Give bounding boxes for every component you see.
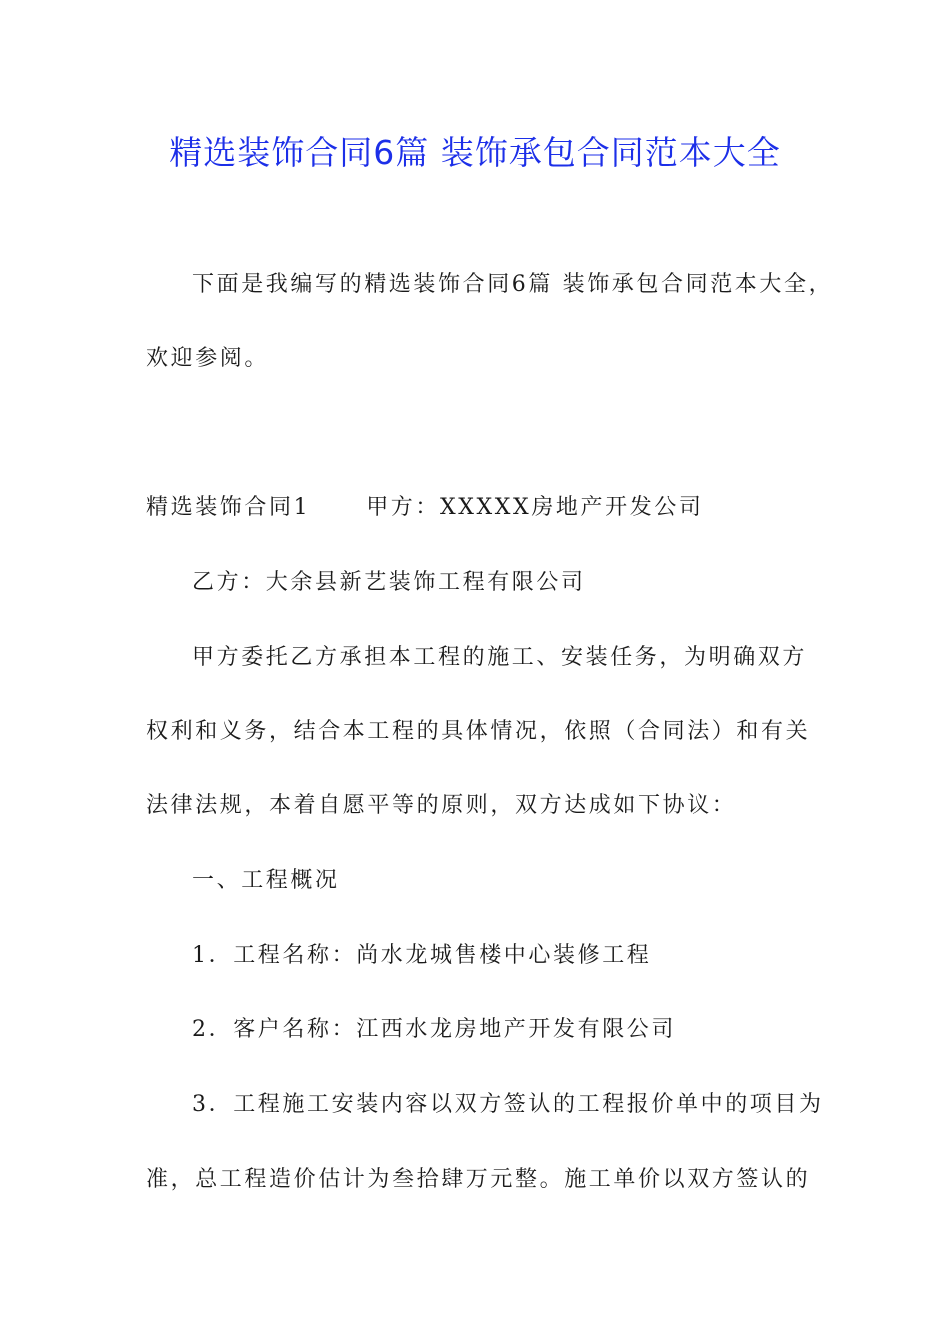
preamble-line-1: 甲方委托乙方承担本工程的施工、安装任务，为明确双方 <box>192 645 808 670</box>
preamble-line-3: 法律法规，本着自愿平等的原则，双方达成如下协议： <box>146 793 737 818</box>
item-2: 2．客户名称：江西水龙房地产开发有限公司 <box>192 1017 676 1042</box>
party-a: 甲方：XXXXX房地产开发公司 <box>366 495 704 520</box>
preamble-line-2: 权利和义务，结合本工程的具体情况，依照（合同法）和有关 <box>146 719 811 744</box>
intro-line-2: 欢迎参阅。 <box>146 346 270 371</box>
intro-line-1: 下面是我编写的精选装饰合同6篇 装饰承包合同范本大全， <box>192 272 834 297</box>
section-heading-line <box>146 490 704 526</box>
document-title: 精选装饰合同6篇 装饰承包合同范本大全 <box>169 133 781 172</box>
party-b: 乙方：大余县新艺装饰工程有限公司 <box>192 570 586 595</box>
item-3-line-2: 准，总工程造价估计为叁拾肆万元整。施工单价以双方签认的 <box>146 1167 811 1192</box>
section-heading: 精选装饰合同1 <box>146 495 311 520</box>
clause-1-heading: 一、工程概况 <box>192 868 340 893</box>
item-1: 1．工程名称：尚水龙城售楼中心装修工程 <box>192 943 652 968</box>
item-3-line-1: 3．工程施工安装内容以双方签认的工程报价单中的项目为 <box>192 1092 824 1117</box>
